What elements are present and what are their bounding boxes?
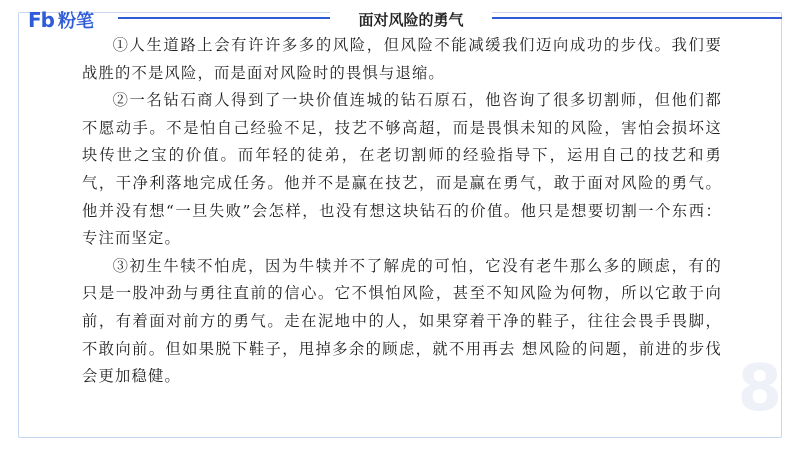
logo-mark: Fb	[28, 8, 54, 32]
article-body	[82, 32, 722, 391]
page-title: 面对风险的勇气	[330, 9, 492, 30]
paragraph-2: ②一名钻石商人得到了一块价值连城的钻石原石，他咨询了很多切割师，但他们都不愿动手。不是怕自己经验不足，技艺不够高超，而是畏惧未知的风险，害怕会损坏这块传世之宝的价值。而年轻的徒弟，在老切割师的经验指导下，运用自己的技艺和勇气，干净利落地完成任务。他并不是赢在技艺，而是赢在勇气，敢于面对风险的勇气。他并没有想“一旦失败”会怎样，也没有想这块钻石的价值。他只是想要切割一个东西：专注而坚定。	[82, 91, 722, 248]
fenbi-logo	[28, 7, 94, 33]
paragraph-1: ①人生道路上会有许许多多的风险，但风险不能减缓我们迈向成功的步伐。我们要战胜的不是风险，而是面对风险时的畏惧与退缩。	[82, 36, 722, 82]
watermark: 8	[737, 352, 778, 426]
paragraph-3: ③初生牛犊不怕虎，因为牛犊并不了解虎的可怕，它没有老牛那么多的顾虑，有的只是一股冲劲与勇往直前的信心。它不惧怕风险，甚至不知风险为何物，所以它敢于向前，有着面对前方的勇气。走在泥地中的人，如果穿着干净的鞋子，往往会畏手畏脚，不敢向前。但如果脱下鞋子，甩掉多余的顾虑，就不用再去 想风险的问题，前进的步伐会更加稳健。	[82, 256, 722, 386]
logo-text: 粉笔	[57, 11, 94, 32]
